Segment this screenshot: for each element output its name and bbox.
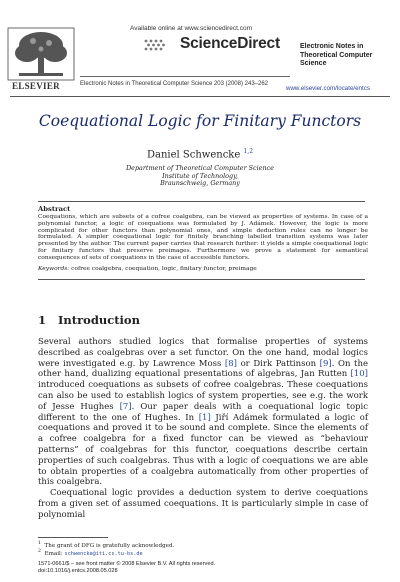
available-online-text: Available online at www.sciencedirect.com (130, 25, 252, 32)
sciencedirect-mark-icon (142, 37, 176, 53)
abstract-text: Coequations, which are subsets of a cofree coalgebra, can be viewed as properties of systems. In case of a polynomial functor, a logic of coequations was formulated by J. Adámek. However, the logic is more complicated for other functors than polynomial ones, and simple deduction rules can no longer be formulated. A simpler coequational logic for finitely branching labelled transition systems was later presented by the author. The current paper carries that research further: it yields a simple coequational logic for finitary functors that preserve preimages. Furthermore we prove a statement for semantical consequences of sets of coequations in the case of accessible functors. (38, 214, 368, 261)
affiliation-line: Institute of Technology, (162, 171, 238, 180)
abstract-top-rule (38, 201, 365, 202)
sciencedirect-wordmark: ScienceDirect (180, 35, 280, 52)
publisher-name: ELSEVIER (12, 81, 60, 91)
text-run: Jiří Adámek formulated a logic of coequations and proved it to be sound and complete. Since the elements of a cofree coalgebra for a fixed functor can be viewed as “behaviour patterns” of coalgebras for this functor, coequations describe certain properties of such coalgebras. Thus with a logic of coequations we are able to obtain properties of a coalgebra automatically from other properties of this coalgebra. (38, 412, 368, 488)
text-run: . On the other hand, dualizing equational presentations of algebras, Jan Rutten (38, 358, 368, 380)
paragraph: Coequational logic provides a deduction system to derive coequations from a given set of assumed coequations. It is particularly simple in case of polynomial (38, 488, 368, 520)
abstract-heading: Abstract (38, 205, 71, 213)
citation-link[interactable]: [1] (198, 412, 211, 423)
section-number: 1 (38, 313, 47, 327)
paper-title: Coequational Logic for Finitary Functors (38, 112, 362, 130)
citation-link[interactable]: [8] (224, 358, 237, 369)
header-rule (80, 76, 290, 77)
affiliation-line: Department of Theoretical Computer Science (126, 164, 274, 172)
text-run: . Our paper deals with a coequational logic topic different to the one of Hughes. In (38, 401, 368, 423)
author-name: Daniel Schwencke (146, 149, 241, 161)
body-text (38, 337, 368, 521)
footnote-2: $^2$ Email: schwencke@iti.cs.tu-bs.de (38, 549, 143, 557)
keywords-label: Keywords: (38, 266, 70, 272)
journal-url-link[interactable]: www.elsevier.com/locate/entcs (286, 85, 370, 92)
text-run: introduced coequations as subsets of cofree coalgebras. These coequations can also be used to establish logics of system properties, see e.g. the work of Jesse Hughes (38, 380, 368, 412)
affiliation (0, 165, 400, 188)
copyright-footer (38, 561, 215, 575)
affiliation-line: Braunschweig, Germany (160, 179, 240, 187)
elsevier-tree-logo (7, 27, 75, 87)
author-line (0, 148, 400, 160)
doi-line[interactable]: doi:10.1016/j.entcs.2008.05.028 (38, 568, 118, 574)
text-run: or Dirk Pattinson (236, 358, 320, 369)
paragraph (38, 337, 368, 488)
email-link[interactable]: schwencke@iti.cs.tu-bs.de (64, 550, 143, 557)
keywords (38, 266, 368, 272)
footnote-1: $^1$ The grant of DFG is gratefully acknowledged. (38, 541, 175, 549)
text-run: Several authors studied logics that formalise properties of systems described as coalgebras over a set functor. On the one hand, modal logics were investigated e.g. by Lawrence Moss (38, 337, 368, 369)
citation-link[interactable]: [9] (319, 358, 332, 369)
journal-citation: Electronic Notes in Theoretical Computer Science 203 (2008) 243–262 (80, 81, 268, 87)
section-title: Introduction (58, 313, 140, 327)
author-footnote-ref[interactable]: 1,2 (243, 148, 254, 155)
journal-name-box: Electronic Notes in Theoretical Computer Science (300, 43, 373, 67)
keywords-list: cofree coalgebra, coequation, logic, finitary functor, preimage (71, 266, 257, 272)
citation-link[interactable]: [7] (119, 401, 132, 412)
section-heading (38, 313, 140, 327)
footnote-rule (38, 537, 108, 538)
abstract-bottom-rule (38, 279, 365, 280)
citation-link[interactable]: [10] (350, 369, 368, 380)
copyright-line: 1571-0661/$ – see front matter © 2008 Elsevier B.V. All rights reserved. (38, 561, 216, 567)
header-bottom-rule (10, 96, 390, 97)
